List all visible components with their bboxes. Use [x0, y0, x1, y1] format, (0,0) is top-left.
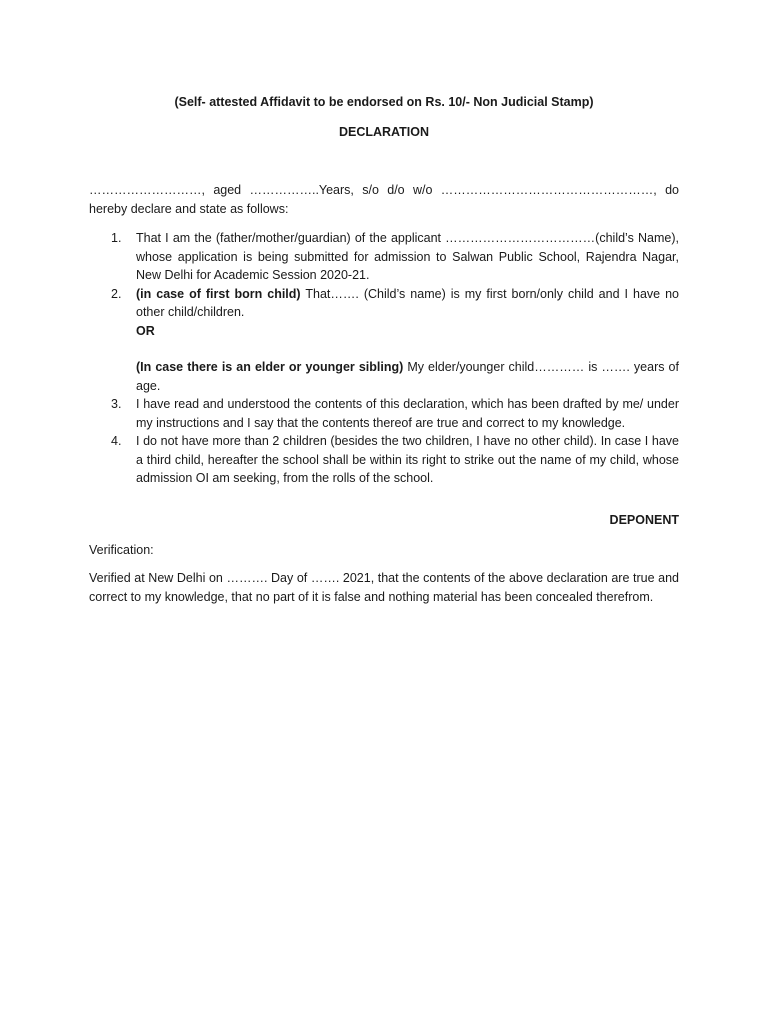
- spacer: [89, 340, 679, 358]
- clause-text: I do not have more than 2 children (besides the two children, I have no other child). In case I have a third child, hereafter the school shall be within its right to strike out the name of my child, whose admission OI am seeking, from the rolls of the school.: [136, 434, 679, 485]
- clause-number: 3.: [111, 397, 122, 411]
- stamp-note: (Self- attested Affidavit to be endorsed on Rs. 10/- Non Judicial Stamp): [174, 95, 594, 109]
- clause-text: That……. (Child’s name) is my first born/only child and I have no other child/children.: [136, 286, 679, 319]
- clause-item: [89, 229, 679, 285]
- declaration-clauses: [89, 229, 679, 488]
- clause-item: [89, 432, 679, 488]
- clause-item: [89, 395, 679, 432]
- clause-item: [89, 285, 679, 322]
- clause-number: 2.: [111, 286, 122, 301]
- verification-text: Verified at New Delhi on ………. Day of ……. 2021, that the contents of the above declaration are true and correct to my knowledge, that no part of it is false and nothing material has been concealed therefrom.: [89, 571, 679, 604]
- verification-heading: Verification:: [89, 543, 154, 557]
- clause-lead: (in case of first born child): [136, 286, 301, 301]
- deponent-label: DEPONENT: [609, 513, 679, 527]
- sibling-clause: [89, 358, 679, 395]
- declarant-intro: ………………………, aged ……………..Years, s/o d/o w/o ……………………………………………, do hereby declare and state as follows:: [89, 183, 679, 216]
- sibling-lead: (In case there is an elder or younger sibling): [136, 360, 404, 374]
- or-separator: OR: [136, 323, 155, 338]
- clause-text: I have read and understood the contents of this declaration, which has been drafted by me/ under my instructions and I say that the contents thereof are true and correct to my knowledge.: [136, 397, 679, 430]
- sibling-text: My elder/younger child………… is ……. years of age.: [136, 360, 679, 393]
- clause-number: 1.: [111, 231, 122, 245]
- clause-text: That I am the (father/mother/guardian) of the applicant ………………………………(child’s Name), whose application is being submitted for admission to Salwan Public School, Rajendra Nagar, New Delhi for Academic Session 2020-21.: [136, 231, 679, 282]
- clause-number: 4.: [111, 434, 122, 448]
- document-title: DECLARATION: [338, 125, 430, 139]
